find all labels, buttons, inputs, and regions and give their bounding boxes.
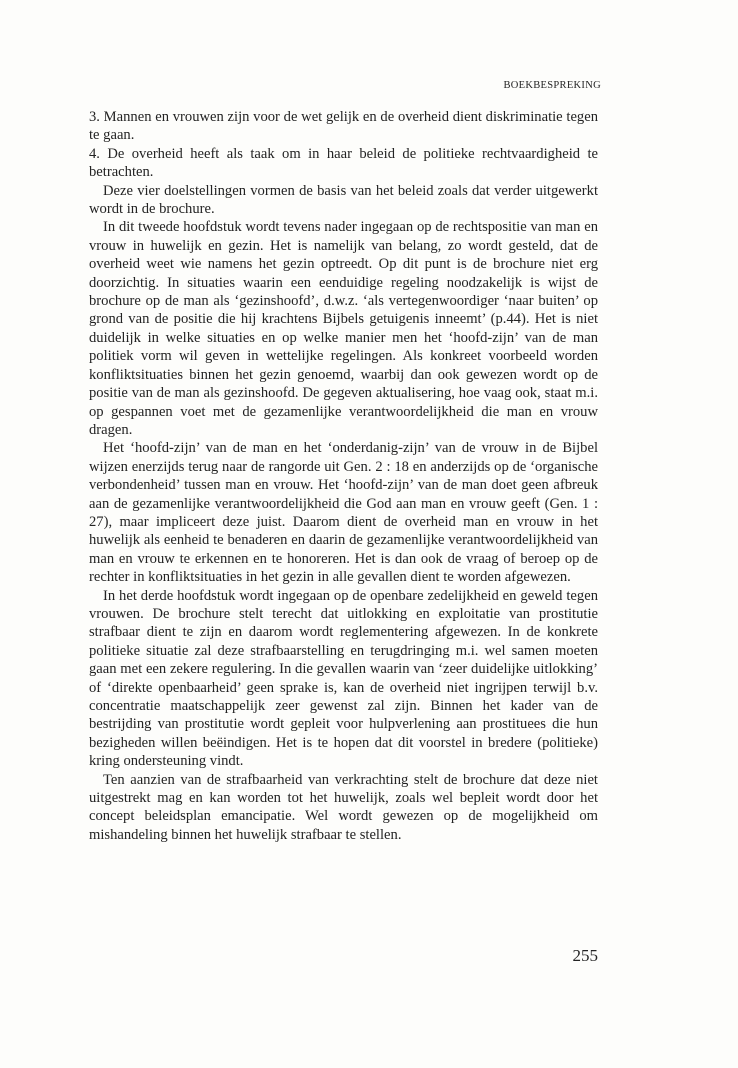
running-head: BOEKBESPREKING (503, 80, 601, 91)
paragraph: In dit tweede hoofdstuk wordt tevens nader ingegaan op de rechtspositie van man en vrouw in huwelijk en gezin. Het is namelijk van belang, zo wordt gesteld, dat de overheid weet wie namens het gezin optreedt. Op dit punt is de brochure niet erg doorzichtig. In situaties waarin een eenduidige regeling noodzakelijk is wijst de brochure op de man als ‘gezinshoofd’, d.w.z. ‘als vertegenwoordiger ‘naar buiten’ op grond van de positie die hij krachtens Bijbels getuigenis inneemt’ (p.44). Het is niet duidelijk in welke situaties en op welke manier men het ‘hoofd-zijn’ van de man politiek vorm wil geven in wettelijke regelingen. Als konkreet voorbeeld worden konfliktsituaties binnen het gezin genoemd, waarbij dan ook gewezen wordt op de positie van de man als gezinshoofd. De gegeven aktualisering, hoe vaag ook, staat m.i. op gespannen voet met de gezamenlijke verantwoordelijkheid die man en vrouw dragen. (89, 219, 598, 438)
paragraph: Deze vier doelstellingen vormen de basis van het beleid zoals dat verder uitgewerkt wordt in de brochure. (89, 182, 598, 218)
paragraph: Het ‘hoofd-zijn’ van de man en het ‘onderdanig-zijn’ van de vrouw in de Bijbel wijzen enerzijds terug naar de rangorde uit Gen. 2 : 18 en anderzijds op de ‘organische verbondenheid’ tussen man en vrouw. Het ‘hoofd-zijn’ van de man doet geen afbreuk aan de gezamenlijke verantwoordelijkheid die God aan man en vrouw geeft (Gen. 1 : 27), maar impliceert deze juist. Daarom dient de overheid man en vrouw in het huwelijk als eenheid te benaderen en daarin de gezamenlijke verantwoordelijkheid van man en vrouw te erkennen en te honoreren. Het is dan ook de vraag of beroep op de rechter in konfliktsituaties in het gezin in alle gevallen dient te worden afgewezen. (89, 440, 598, 586)
paragraph: 3. Mannen en vrouwen zijn voor de wet gelijk en de overheid dient diskriminatie tegen te gaan. (89, 109, 598, 144)
paragraph: In het derde hoofdstuk wordt ingegaan op de openbare zedelijkheid en geweld tegen vrouwen. De brochure stelt terecht dat uitlokking en exploitatie van prostitutie strafbaar dient te zijn en daarom wordt reglementering afgewezen. In de konkrete politieke situatie zal deze strafbaarstelling en terugdringing m.i. wel samen moeten gaan met een zekere regulering. In die gevallen waarin van ‘zeer duidelijke uitlokking’ of ‘direkte openbaarheid’ geen sprake is, kan de overheid niet ingrijpen terwijl b.v. concentratie maatschappelijk zeer gewenst zal zijn. Binnen het kader van de bestrijding van prostitutie wordt gepleit voor hulpverlening aan prostituees die hun bezigheden willen beëindigen. Het is te hopen dat dit voorstel in bredere (politieke) kring ondersteuning vindt. (89, 587, 598, 770)
page-number: 255 (572, 946, 598, 965)
paragraph: Ten aanzien van de strafbaarheid van verkrachting stelt de brochure dat deze niet uitgestrekt mag en kan worden tot het huwelijk, zoals wel bepleit wordt door het concept beleidsplan emancipatie. Wel wordt gewezen op de mogelijkheid om mishandeling binnen het huwelijk strafbaar te stellen. (89, 771, 598, 843)
body-text (89, 108, 598, 844)
paragraph: 4. De overheid heeft als taak om in haar beleid de politieke rechtvaardigheid te betrachten. (89, 145, 598, 181)
